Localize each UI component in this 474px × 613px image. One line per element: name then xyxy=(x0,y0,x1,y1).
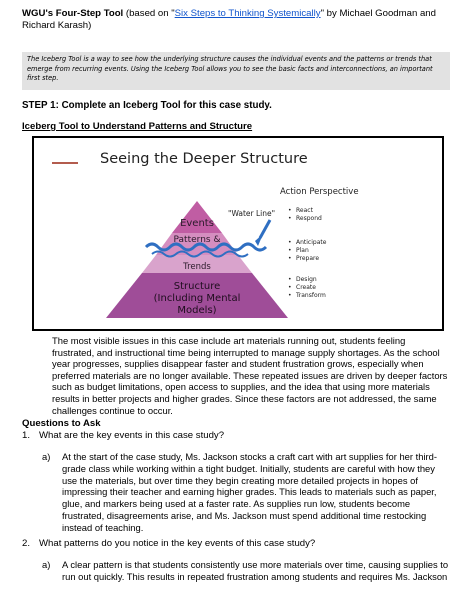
bullet-icon: • xyxy=(288,255,292,262)
action-list-patterns xyxy=(288,239,327,262)
action-react: React xyxy=(296,207,313,214)
step1-heading: STEP 1: Complete an Iceberg Tool for this case study. xyxy=(22,100,272,111)
level-structure-sub1: (Including Mental xyxy=(153,293,241,304)
action-transform: Transform xyxy=(296,292,326,299)
water-line-arrow xyxy=(260,220,270,238)
intro-text: The Iceberg Tool is a way to see how the underlying structure causes the individual events and the patterns or trends that emerge from recurring events. Using the Iceberg Tool allows you to see the basic facts and interconnections, an important first step. xyxy=(27,55,433,83)
answer-2a-label: a) xyxy=(42,559,51,570)
answer-1a-label: a) xyxy=(42,451,51,462)
action-plan: Plan xyxy=(296,247,309,254)
based-on-prefix: (based on " xyxy=(123,8,175,19)
level-structure-label: Structure xyxy=(173,281,221,292)
figure-title: Seeing the Deeper Structure xyxy=(100,151,308,167)
action-list-events xyxy=(288,207,322,222)
action-heading: Action Perspective xyxy=(280,187,359,197)
bullet-icon: • xyxy=(288,276,292,283)
tool-name: WGU's Four-Step Tool xyxy=(22,8,124,19)
water-line-label: "Water Line" xyxy=(228,209,276,218)
iceberg-diagram xyxy=(34,138,442,329)
bullet-icon: • xyxy=(288,284,292,291)
iceberg-figure xyxy=(32,136,444,331)
based-on-suffix: " by Michael Goodman and Richard Karash) xyxy=(22,8,436,31)
question-2-text: What patterns do you notice in the key events of this case study? xyxy=(39,538,316,549)
answer-1a-text: At the start of the case study, Ms. Jackson stocks a craft cart with art supplies for her third-grade class while working within a tight budget. Initially, students are careful with how they use the materials, but over time they begin creating more detailed projects in hopes of impressing their teacher and earning higher grades. This leads to materials such as paper, glue, and markers being used at a faster rate. As supplies run low, students become frustrated, disagreements arise, and Ms. Jackson must spend additional time restocking instead of teaching. xyxy=(62,451,437,533)
bullet-icon: • xyxy=(288,239,292,246)
action-respond: Respond xyxy=(296,215,322,222)
bullet-icon: • xyxy=(288,207,292,214)
question-2-number: 2. xyxy=(22,538,31,549)
answer-2a-text: A clear pattern is that students consistently use more materials over time, causing supplies to run out quickly. This results in repeated frustration among students and requires Ms. Jackson xyxy=(62,559,449,582)
document-title xyxy=(22,8,452,32)
intro-box xyxy=(22,52,450,90)
action-design: Design xyxy=(296,276,317,283)
question-1 xyxy=(22,430,224,442)
bullet-icon: • xyxy=(288,215,292,222)
action-anticipate: Anticipate xyxy=(296,239,327,246)
bullet-icon: • xyxy=(288,292,292,299)
question-2 xyxy=(22,538,315,550)
source-link[interactable]: Six Steps to Thinking Systemically xyxy=(174,8,321,19)
questions-heading: Questions to Ask xyxy=(22,418,101,429)
level-patterns-label: Patterns & xyxy=(173,235,221,245)
bullet-icon: • xyxy=(288,247,292,254)
level-structure-sub2: Models) xyxy=(177,305,217,316)
iceberg-section-heading: Iceberg Tool to Understand Patterns and Structure xyxy=(22,121,253,132)
level-events-label: Events xyxy=(180,218,214,229)
level-trends-label: Trends xyxy=(183,262,211,272)
water-line-arrowhead xyxy=(255,234,263,246)
action-list-structure xyxy=(288,276,326,299)
question-1-number: 1. xyxy=(22,430,31,441)
action-create: Create xyxy=(296,284,316,291)
question-1-text: What are the key events in this case study? xyxy=(39,430,225,441)
summary-paragraph: The most visible issues in this case include art materials running out, students feeling frustrated, and instructional time being interrupted to manage supply shortages. As the school year progresses, supplies disappear faster and student frustration grows, especially when preferred materials are no longer available. These repeated issues are driven by deeper factors such as budget limitations, open access to supplies, and the idea that using more materials results in better projects and higher grades. Since these factors are not addressed, the same challenges continue to occur. xyxy=(52,335,448,416)
action-prepare: Prepare xyxy=(296,255,320,262)
